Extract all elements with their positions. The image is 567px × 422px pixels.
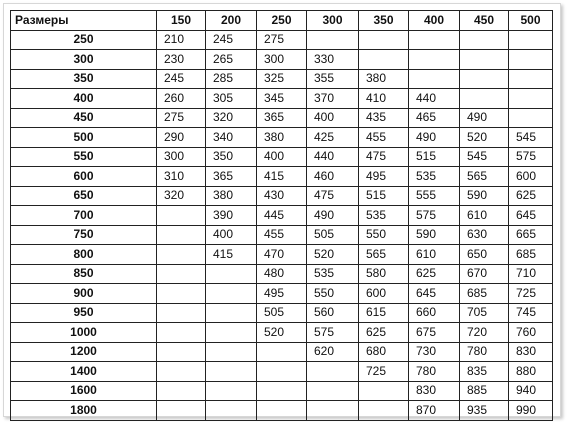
row-header-cell: 600 (11, 167, 157, 187)
table-cell (409, 30, 460, 50)
table-cell: 830 (509, 342, 553, 362)
row-header-cell: 700 (11, 206, 157, 226)
table-frame (3, 3, 561, 417)
table-cell: 630 (460, 225, 509, 245)
row-header-cell: 850 (11, 264, 157, 284)
table-cell: 415 (257, 167, 307, 187)
table-cell: 665 (509, 225, 553, 245)
table-row (11, 147, 553, 167)
table-cell: 675 (409, 323, 460, 343)
table-cell: 210 (157, 30, 206, 50)
table-cell: 320 (157, 186, 206, 206)
table-cell: 615 (359, 303, 409, 323)
table-cell: 440 (409, 89, 460, 109)
table-cell: 475 (307, 186, 359, 206)
table-row (11, 206, 553, 226)
table-row (11, 401, 553, 421)
table-cell: 490 (409, 128, 460, 148)
table-cell: 575 (307, 323, 359, 343)
row-header-cell: 800 (11, 245, 157, 265)
table-cell: 425 (307, 128, 359, 148)
table-cell: 365 (257, 108, 307, 128)
column-header-250: 250 (257, 11, 307, 31)
table-cell: 830 (409, 381, 460, 401)
table-cell (257, 401, 307, 421)
table-cell: 555 (409, 186, 460, 206)
table-cell (206, 303, 257, 323)
table-cell: 565 (359, 245, 409, 265)
table-cell: 580 (359, 264, 409, 284)
table-row (11, 342, 553, 362)
table-cell: 490 (460, 108, 509, 128)
table-cell: 590 (409, 225, 460, 245)
table-cell: 365 (206, 167, 257, 187)
table-cell (409, 50, 460, 70)
table-cell (157, 225, 206, 245)
table-cell: 230 (157, 50, 206, 70)
corner-header-cell: Размеры (11, 11, 157, 31)
table-cell: 330 (307, 50, 359, 70)
table-cell: 340 (206, 128, 257, 148)
table-cell: 720 (460, 323, 509, 343)
table-cell (206, 264, 257, 284)
table-cell: 760 (509, 323, 553, 343)
table-cell: 300 (257, 50, 307, 70)
table-cell: 885 (460, 381, 509, 401)
table-cell: 545 (460, 147, 509, 167)
table-cell (157, 206, 206, 226)
table-cell: 400 (307, 108, 359, 128)
table-cell: 380 (359, 69, 409, 89)
column-header-400: 400 (409, 11, 460, 31)
table-cell: 455 (257, 225, 307, 245)
table-cell: 745 (509, 303, 553, 323)
table-cell (157, 401, 206, 421)
table-cell: 285 (206, 69, 257, 89)
table-cell (509, 30, 553, 50)
table-cell: 300 (157, 147, 206, 167)
table-row (11, 69, 553, 89)
table-cell: 725 (359, 362, 409, 382)
table-cell (206, 401, 257, 421)
table-cell: 520 (257, 323, 307, 343)
table-cell: 245 (157, 69, 206, 89)
row-header-cell: 550 (11, 147, 157, 167)
table-cell (157, 362, 206, 382)
table-cell: 515 (359, 186, 409, 206)
table-cell (257, 362, 307, 382)
table-cell (307, 401, 359, 421)
table-cell: 460 (307, 167, 359, 187)
table-cell (307, 362, 359, 382)
table-cell: 780 (409, 362, 460, 382)
table-cell: 590 (460, 186, 509, 206)
table-cell: 880 (509, 362, 553, 382)
table-row (11, 362, 553, 382)
table-row (11, 186, 553, 206)
table-cell: 495 (257, 284, 307, 304)
table-cell: 390 (206, 206, 257, 226)
table-cell: 600 (359, 284, 409, 304)
table-cell: 275 (157, 108, 206, 128)
column-header-350: 350 (359, 11, 409, 31)
table-cell: 445 (257, 206, 307, 226)
table-cell: 535 (307, 264, 359, 284)
table-cell: 470 (257, 245, 307, 265)
table-cell (359, 30, 409, 50)
row-header-cell: 750 (11, 225, 157, 245)
table-cell: 575 (509, 147, 553, 167)
table-cell: 710 (509, 264, 553, 284)
table-cell: 730 (409, 342, 460, 362)
table-cell (460, 69, 509, 89)
column-header-450: 450 (460, 11, 509, 31)
table-cell: 320 (206, 108, 257, 128)
table-cell: 490 (307, 206, 359, 226)
table-cell: 520 (307, 245, 359, 265)
row-header-cell: 1400 (11, 362, 157, 382)
table-cell: 705 (460, 303, 509, 323)
table-cell (206, 323, 257, 343)
table-cell (157, 264, 206, 284)
table-cell: 565 (460, 167, 509, 187)
table-row (11, 284, 553, 304)
row-header-cell: 450 (11, 108, 157, 128)
table-row (11, 245, 553, 265)
table-cell: 505 (257, 303, 307, 323)
table-cell: 370 (307, 89, 359, 109)
table-cell (206, 342, 257, 362)
table-cell: 535 (409, 167, 460, 187)
table-cell (460, 30, 509, 50)
table-cell: 620 (307, 342, 359, 362)
table-body (11, 30, 553, 420)
table-cell: 430 (257, 186, 307, 206)
table-cell: 400 (257, 147, 307, 167)
table-cell: 870 (409, 401, 460, 421)
row-header-cell: 1600 (11, 381, 157, 401)
table-cell: 455 (359, 128, 409, 148)
table-cell: 685 (509, 245, 553, 265)
table-cell: 465 (409, 108, 460, 128)
table-cell (307, 30, 359, 50)
table-cell: 400 (206, 225, 257, 245)
table-cell: 305 (206, 89, 257, 109)
table-cell (460, 89, 509, 109)
column-header-300: 300 (307, 11, 359, 31)
column-header-150: 150 (157, 11, 206, 31)
table-cell: 550 (359, 225, 409, 245)
table-cell: 260 (157, 89, 206, 109)
table-cell (460, 50, 509, 70)
table-row (11, 381, 553, 401)
table-cell: 660 (409, 303, 460, 323)
table-cell: 350 (206, 147, 257, 167)
table-row (11, 50, 553, 70)
table-cell: 310 (157, 167, 206, 187)
table-cell: 725 (509, 284, 553, 304)
table-cell: 345 (257, 89, 307, 109)
table-cell: 505 (307, 225, 359, 245)
table-cell (257, 381, 307, 401)
row-header-cell: 1000 (11, 323, 157, 343)
table-cell: 990 (509, 401, 553, 421)
table-row (11, 225, 553, 245)
table-cell: 550 (307, 284, 359, 304)
table-cell (157, 284, 206, 304)
table-cell (359, 401, 409, 421)
column-header-200: 200 (206, 11, 257, 31)
table-cell: 625 (409, 264, 460, 284)
table-cell: 670 (460, 264, 509, 284)
table-cell: 645 (409, 284, 460, 304)
table-row (11, 303, 553, 323)
table-cell (509, 50, 553, 70)
table-cell (509, 69, 553, 89)
table-cell (157, 323, 206, 343)
table-cell (509, 89, 553, 109)
table-cell (157, 303, 206, 323)
row-header-cell: 350 (11, 69, 157, 89)
table-cell (409, 69, 460, 89)
table-cell: 380 (257, 128, 307, 148)
table-cell (307, 381, 359, 401)
table-header (11, 11, 553, 31)
column-header-500: 500 (509, 11, 553, 31)
table-cell: 610 (409, 245, 460, 265)
row-header-cell: 1800 (11, 401, 157, 421)
table-row (11, 89, 553, 109)
table-cell: 245 (206, 30, 257, 50)
table-cell: 495 (359, 167, 409, 187)
table-cell: 685 (460, 284, 509, 304)
table-row (11, 167, 553, 187)
table-cell (157, 381, 206, 401)
table-cell: 545 (509, 128, 553, 148)
row-header-cell: 250 (11, 30, 157, 50)
table-cell: 415 (206, 245, 257, 265)
table-cell: 380 (206, 186, 257, 206)
table-cell: 535 (359, 206, 409, 226)
table-cell (206, 284, 257, 304)
table-cell: 560 (307, 303, 359, 323)
table-cell: 940 (509, 381, 553, 401)
table-cell: 935 (460, 401, 509, 421)
table-cell (257, 342, 307, 362)
table-row (11, 30, 553, 50)
row-header-cell: 1200 (11, 342, 157, 362)
table-cell: 780 (460, 342, 509, 362)
table-row (11, 108, 553, 128)
row-header-cell: 300 (11, 50, 157, 70)
row-header-cell: 400 (11, 89, 157, 109)
table-cell: 600 (509, 167, 553, 187)
row-header-cell: 950 (11, 303, 157, 323)
table-cell: 835 (460, 362, 509, 382)
row-header-cell: 650 (11, 186, 157, 206)
table-cell: 290 (157, 128, 206, 148)
table-cell: 265 (206, 50, 257, 70)
table-cell: 625 (509, 186, 553, 206)
table-cell (509, 108, 553, 128)
row-header-cell: 900 (11, 284, 157, 304)
table-cell: 645 (509, 206, 553, 226)
sizes-table (10, 10, 553, 421)
table-cell: 680 (359, 342, 409, 362)
table-row (11, 264, 553, 284)
table-cell (359, 381, 409, 401)
table-row (11, 323, 553, 343)
table-cell (206, 362, 257, 382)
table-cell: 520 (460, 128, 509, 148)
table-cell: 610 (460, 206, 509, 226)
table-cell: 475 (359, 147, 409, 167)
table-cell: 325 (257, 69, 307, 89)
table-cell (157, 245, 206, 265)
table-cell: 410 (359, 89, 409, 109)
header-row (11, 11, 553, 31)
table-cell: 480 (257, 264, 307, 284)
table-cell: 625 (359, 323, 409, 343)
table-cell: 575 (409, 206, 460, 226)
table-cell: 355 (307, 69, 359, 89)
table-cell (157, 342, 206, 362)
row-header-cell: 500 (11, 128, 157, 148)
table-cell: 650 (460, 245, 509, 265)
table-cell (359, 50, 409, 70)
table-cell: 440 (307, 147, 359, 167)
table-cell: 435 (359, 108, 409, 128)
table-cell: 515 (409, 147, 460, 167)
table-row (11, 128, 553, 148)
table-cell (206, 381, 257, 401)
table-cell: 275 (257, 30, 307, 50)
